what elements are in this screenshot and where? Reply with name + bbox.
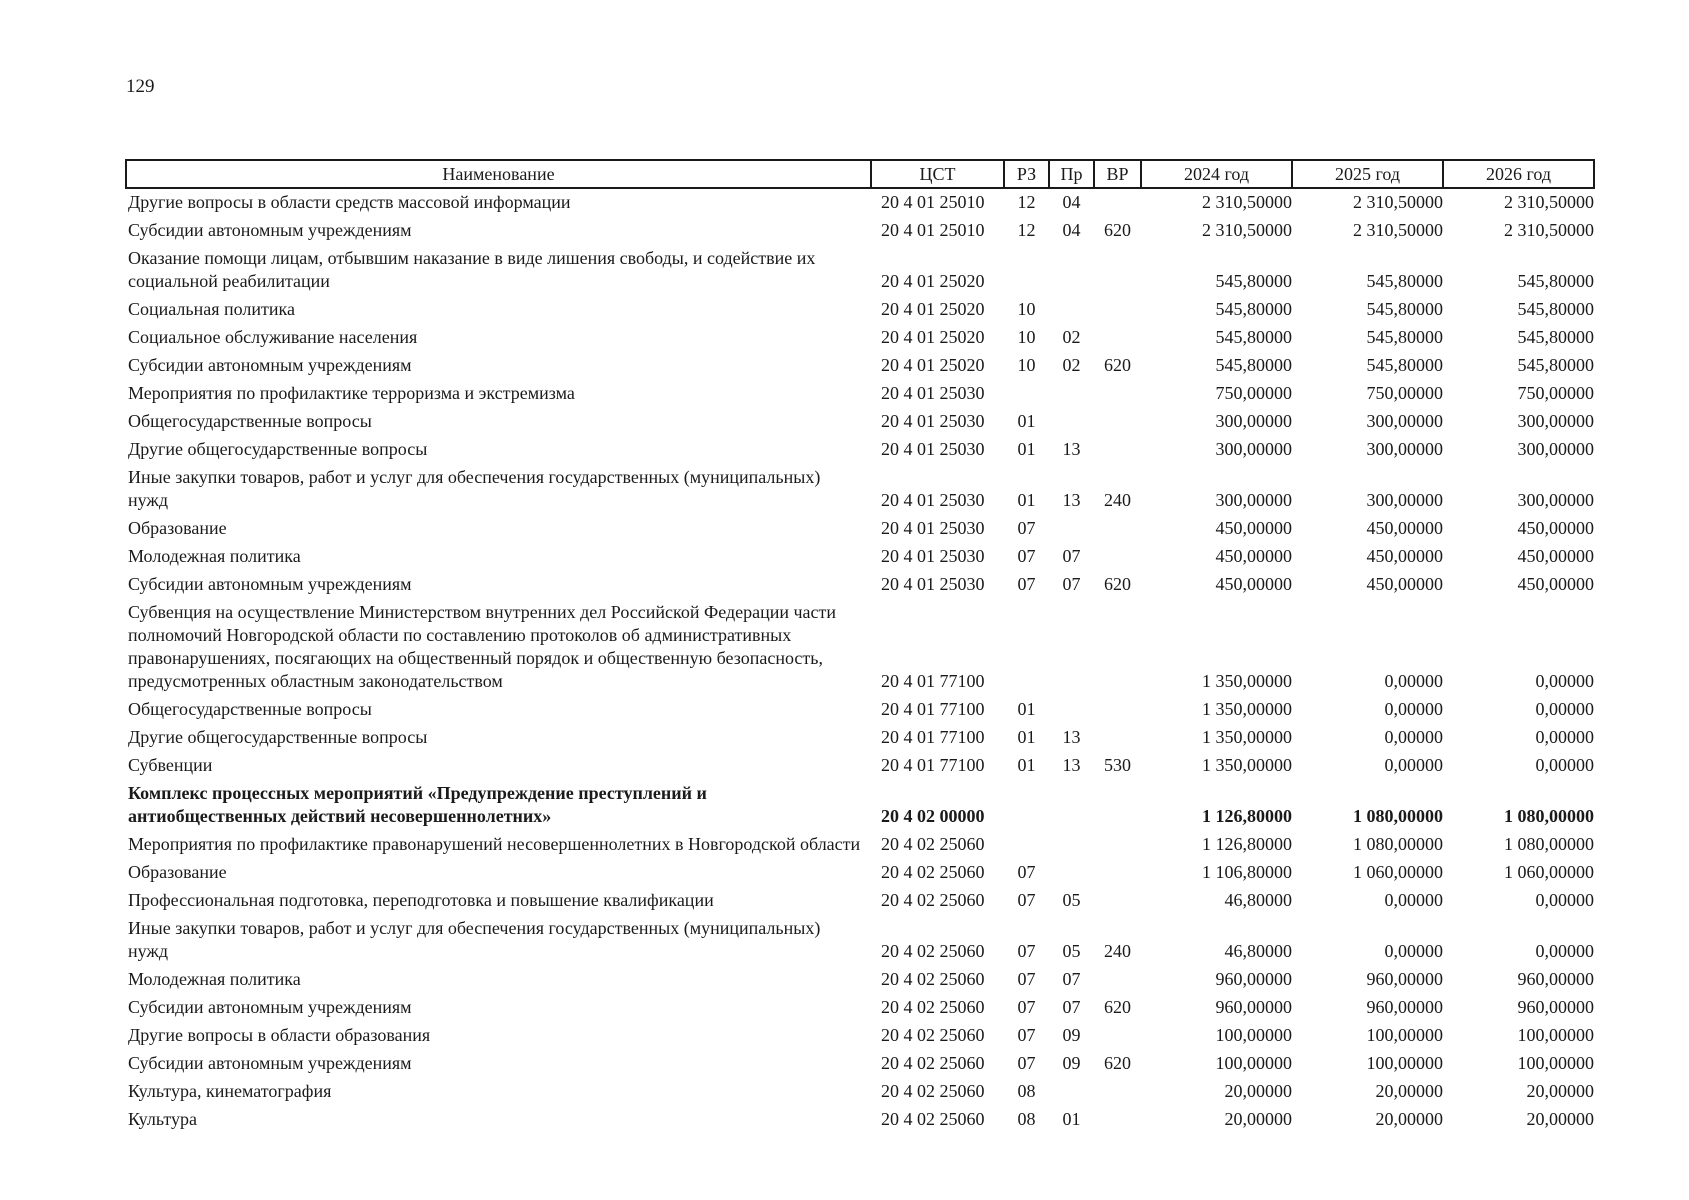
cell-2025: 750,00000 [1366, 383, 1443, 403]
cell-vr [1094, 436, 1141, 464]
cell-2024: 300,00000 [1215, 439, 1292, 459]
cell-name: Иные закупки товаров, работ и услуг для обеспечения государственных (муниципальных) нужд [128, 467, 821, 510]
cell-2026: 545,80000 [1517, 271, 1594, 291]
cell-2024: 100,00000 [1215, 1053, 1292, 1073]
cell-name: Культура [128, 1109, 197, 1129]
cell-cst: 20 4 01 25010 [881, 220, 985, 240]
cell-2025: 450,00000 [1366, 574, 1443, 594]
cell-rz [1004, 780, 1049, 831]
cell-vr [1094, 543, 1141, 571]
cell-2026: 100,00000 [1517, 1053, 1594, 1073]
cell-2026: 20,00000 [1526, 1109, 1594, 1129]
cell-2026: 300,00000 [1517, 439, 1594, 459]
cell-pr: 13 [1062, 439, 1081, 459]
cell-2025: 1 080,00000 [1353, 806, 1443, 826]
table-row [126, 994, 1594, 1022]
cell-name: Другие вопросы в области средств массовой информации [128, 192, 571, 212]
cell-2024: 545,80000 [1215, 355, 1292, 375]
cell-2024: 2 310,50000 [1202, 220, 1292, 240]
cell-rz: 07 [1017, 890, 1036, 910]
cell-2025: 0,00000 [1384, 755, 1443, 775]
cell-vr [1094, 831, 1141, 859]
table-row [126, 380, 1594, 408]
cell-2025: 2 310,50000 [1353, 192, 1443, 212]
cell-2024: 1 126,80000 [1202, 834, 1292, 854]
cell-2024: 300,00000 [1215, 490, 1292, 510]
cell-pr [1049, 515, 1094, 543]
cell-name: Образование [128, 518, 227, 538]
cell-2026: 2 310,50000 [1504, 220, 1594, 240]
cell-rz: 08 [1017, 1109, 1036, 1129]
cell-rz: 07 [1017, 941, 1036, 961]
cell-2025: 0,00000 [1384, 890, 1443, 910]
cell-vr: 620 [1104, 997, 1131, 1017]
table-row [126, 515, 1594, 543]
cell-2024: 20,00000 [1224, 1109, 1292, 1129]
cell-2025: 960,00000 [1366, 997, 1443, 1017]
cell-2025: 0,00000 [1384, 941, 1443, 961]
table-row [126, 324, 1594, 352]
cell-rz: 01 [1017, 755, 1036, 775]
cell-2024: 100,00000 [1215, 1025, 1292, 1045]
table-row [126, 599, 1594, 696]
cell-pr: 02 [1062, 327, 1081, 347]
cell-vr: 530 [1104, 755, 1131, 775]
cell-2024: 450,00000 [1215, 574, 1292, 594]
cell-2026: 0,00000 [1535, 671, 1594, 691]
cell-pr: 09 [1062, 1053, 1081, 1073]
cell-name: Мероприятия по профилактике правонарушений несовершеннолетних в Новгородской области [128, 834, 861, 854]
cell-pr: 05 [1062, 941, 1081, 961]
cell-2026: 750,00000 [1517, 383, 1594, 403]
cell-cst: 20 4 01 25020 [881, 355, 985, 375]
table-row [126, 887, 1594, 915]
page-number: 129 [126, 76, 155, 97]
cell-vr [1094, 296, 1141, 324]
cell-rz: 08 [1017, 1081, 1036, 1101]
cell-2025: 1 060,00000 [1353, 862, 1443, 882]
cell-rz: 07 [1017, 546, 1036, 566]
cell-2024: 300,00000 [1215, 411, 1292, 431]
cell-rz: 10 [1017, 355, 1036, 375]
cell-cst: 20 4 02 25060 [881, 1053, 985, 1073]
cell-name: Комплекс процессных мероприятий «Предупреждение преступлений и антиобщественных действий несовершеннолетних» [128, 783, 707, 826]
table-row [126, 245, 1594, 296]
header-name: Наименование [126, 160, 871, 188]
cell-rz: 01 [1017, 490, 1036, 510]
cell-cst: 20 4 02 25060 [881, 997, 985, 1017]
cell-2025: 100,00000 [1366, 1025, 1443, 1045]
cell-cst: 20 4 01 77100 [881, 699, 985, 719]
cell-vr [1094, 408, 1141, 436]
table-row [126, 696, 1594, 724]
cell-rz: 07 [1017, 574, 1036, 594]
cell-2026: 300,00000 [1517, 411, 1594, 431]
cell-2025: 545,80000 [1366, 271, 1443, 291]
cell-2024: 1 126,80000 [1202, 806, 1292, 826]
cell-2026: 1 080,00000 [1504, 806, 1594, 826]
cell-2024: 960,00000 [1215, 997, 1292, 1017]
cell-2026: 0,00000 [1535, 890, 1594, 910]
cell-cst: 20 4 02 25060 [881, 941, 985, 961]
cell-name: Другие общегосударственные вопросы [128, 439, 428, 459]
cell-name: Образование [128, 862, 227, 882]
cell-vr: 620 [1104, 1053, 1131, 1073]
cell-2026: 1 080,00000 [1504, 834, 1594, 854]
table-row [126, 464, 1594, 515]
cell-vr [1094, 1022, 1141, 1050]
cell-vr: 240 [1104, 941, 1131, 961]
cell-name: Оказание помощи лицам, отбывшим наказание в виде лишения свободы, и содействие их социальной реабилитации [128, 248, 816, 291]
cell-cst: 20 4 01 25030 [881, 439, 985, 459]
table-body [126, 188, 1594, 1134]
cell-vr [1094, 1078, 1141, 1106]
cell-vr [1094, 1106, 1141, 1134]
cell-2024: 46,80000 [1224, 890, 1292, 910]
cell-rz [1004, 831, 1049, 859]
cell-rz [1004, 380, 1049, 408]
table-row [126, 352, 1594, 380]
cell-vr [1094, 515, 1141, 543]
header-pr: Пр [1049, 160, 1094, 188]
cell-vr [1094, 599, 1141, 696]
cell-pr: 01 [1062, 1109, 1081, 1129]
cell-2026: 450,00000 [1517, 518, 1594, 538]
cell-2026: 2 310,50000 [1504, 192, 1594, 212]
cell-pr: 07 [1062, 969, 1081, 989]
cell-pr [1049, 408, 1094, 436]
cell-2025: 960,00000 [1366, 969, 1443, 989]
cell-2024: 2 310,50000 [1202, 192, 1292, 212]
cell-name: Субсидии автономным учреждениям [128, 220, 412, 240]
cell-2026: 100,00000 [1517, 1025, 1594, 1045]
table-row [126, 780, 1594, 831]
cell-pr [1049, 780, 1094, 831]
cell-name: Субсидии автономным учреждениям [128, 1053, 412, 1073]
cell-2025: 20,00000 [1375, 1081, 1443, 1101]
cell-name: Субсидии автономным учреждениям [128, 574, 412, 594]
cell-cst: 20 4 01 25020 [881, 327, 985, 347]
cell-cst: 20 4 01 25020 [881, 299, 985, 319]
table-row [126, 1022, 1594, 1050]
cell-name: Мероприятия по профилактике терроризма и экстремизма [128, 383, 575, 403]
cell-rz: 07 [1017, 518, 1036, 538]
cell-cst: 20 4 02 25060 [881, 862, 985, 882]
table-row [126, 188, 1594, 217]
cell-2024: 450,00000 [1215, 518, 1292, 538]
cell-rz: 10 [1017, 299, 1036, 319]
cell-2026: 0,00000 [1535, 755, 1594, 775]
cell-name: Иные закупки товаров, работ и услуг для обеспечения государственных (муниципальных) нужд [128, 918, 821, 961]
cell-vr [1094, 245, 1141, 296]
cell-2025: 450,00000 [1366, 518, 1443, 538]
cell-2026: 450,00000 [1517, 546, 1594, 566]
cell-2026: 545,80000 [1517, 355, 1594, 375]
cell-vr [1094, 966, 1141, 994]
cell-2024: 1 350,00000 [1202, 699, 1292, 719]
cell-vr [1094, 380, 1141, 408]
cell-rz: 07 [1017, 969, 1036, 989]
cell-name: Субсидии автономным учреждениям [128, 997, 412, 1017]
cell-vr: 620 [1104, 220, 1131, 240]
cell-2024: 545,80000 [1215, 327, 1292, 347]
cell-2024: 20,00000 [1224, 1081, 1292, 1101]
table-row [126, 859, 1594, 887]
cell-rz: 07 [1017, 997, 1036, 1017]
cell-name: Общегосударственные вопросы [128, 699, 372, 719]
cell-name: Субсидии автономным учреждениям [128, 355, 412, 375]
cell-rz: 12 [1017, 192, 1036, 212]
cell-2024: 46,80000 [1224, 941, 1292, 961]
cell-rz: 01 [1017, 727, 1036, 747]
cell-pr: 04 [1062, 220, 1081, 240]
table-row [126, 408, 1594, 436]
table-row [126, 1050, 1594, 1078]
header-cst: ЦСТ [871, 160, 1004, 188]
cell-pr: 07 [1062, 546, 1081, 566]
cell-2025: 545,80000 [1366, 355, 1443, 375]
cell-name: Субвенции [128, 755, 213, 775]
cell-2025: 0,00000 [1384, 671, 1443, 691]
cell-cst: 20 4 01 25030 [881, 411, 985, 431]
cell-name: Культура, кинематография [128, 1081, 332, 1101]
table-row [126, 296, 1594, 324]
table-header [126, 160, 1594, 188]
header-2024: 2024 год [1141, 160, 1292, 188]
cell-2025: 300,00000 [1366, 439, 1443, 459]
table-row [126, 831, 1594, 859]
table-row [126, 217, 1594, 245]
cell-2024: 450,00000 [1215, 546, 1292, 566]
cell-pr [1049, 245, 1094, 296]
cell-name: Другие вопросы в области образования [128, 1025, 431, 1045]
cell-cst: 20 4 02 25060 [881, 890, 985, 910]
cell-vr: 620 [1104, 355, 1131, 375]
cell-rz: 07 [1017, 862, 1036, 882]
cell-cst: 20 4 01 25030 [881, 383, 985, 403]
cell-pr: 02 [1062, 355, 1081, 375]
cell-pr [1049, 831, 1094, 859]
cell-vr [1094, 696, 1141, 724]
cell-pr: 13 [1062, 755, 1081, 775]
cell-cst: 20 4 02 00000 [881, 806, 985, 826]
header-row [126, 160, 1594, 188]
cell-name: Другие общегосударственные вопросы [128, 727, 428, 747]
table-row [126, 1078, 1594, 1106]
table-row [126, 966, 1594, 994]
cell-2025: 1 080,00000 [1353, 834, 1443, 854]
cell-cst: 20 4 01 77100 [881, 755, 985, 775]
cell-2026: 960,00000 [1517, 969, 1594, 989]
cell-rz: 12 [1017, 220, 1036, 240]
cell-2026: 960,00000 [1517, 997, 1594, 1017]
cell-name: Социальная политика [128, 299, 295, 319]
cell-vr [1094, 859, 1141, 887]
cell-2024: 545,80000 [1215, 271, 1292, 291]
cell-2024: 960,00000 [1215, 969, 1292, 989]
cell-pr: 05 [1062, 890, 1081, 910]
cell-2025: 300,00000 [1366, 411, 1443, 431]
cell-pr [1049, 859, 1094, 887]
cell-name: Молодежная политика [128, 546, 301, 566]
cell-2025: 545,80000 [1366, 327, 1443, 347]
cell-rz: 01 [1017, 411, 1036, 431]
cell-cst: 20 4 01 25030 [881, 490, 985, 510]
cell-pr: 13 [1062, 727, 1081, 747]
cell-rz: 10 [1017, 327, 1036, 347]
cell-pr: 04 [1062, 192, 1081, 212]
cell-2026: 0,00000 [1535, 699, 1594, 719]
cell-name: Профессиональная подготовка, переподготовка и повышение квалификации [128, 890, 714, 910]
cell-vr [1094, 887, 1141, 915]
cell-2024: 1 106,80000 [1202, 862, 1292, 882]
cell-pr [1049, 599, 1094, 696]
cell-2024: 1 350,00000 [1202, 727, 1292, 747]
cell-2024: 1 350,00000 [1202, 671, 1292, 691]
header-2025: 2025 год [1292, 160, 1443, 188]
cell-2024: 545,80000 [1215, 299, 1292, 319]
cell-vr [1094, 724, 1141, 752]
cell-vr: 620 [1104, 574, 1131, 594]
table-row [126, 724, 1594, 752]
table-row [126, 436, 1594, 464]
cell-rz: 01 [1017, 439, 1036, 459]
cell-cst: 20 4 01 77100 [881, 671, 985, 691]
cell-vr [1094, 324, 1141, 352]
cell-cst: 20 4 01 25010 [881, 192, 985, 212]
cell-vr [1094, 188, 1141, 217]
cell-2024: 1 350,00000 [1202, 755, 1292, 775]
cell-2025: 0,00000 [1384, 727, 1443, 747]
cell-2026: 0,00000 [1535, 941, 1594, 961]
cell-2026: 450,00000 [1517, 574, 1594, 594]
header-vr: ВР [1094, 160, 1141, 188]
cell-2024: 750,00000 [1215, 383, 1292, 403]
cell-cst: 20 4 02 25060 [881, 834, 985, 854]
cell-cst: 20 4 01 25030 [881, 518, 985, 538]
table-row [126, 543, 1594, 571]
cell-pr [1049, 1078, 1094, 1106]
table-row [126, 571, 1594, 599]
cell-vr [1094, 780, 1141, 831]
cell-2025: 2 310,50000 [1353, 220, 1443, 240]
table-row [126, 915, 1594, 966]
cell-cst: 20 4 01 25020 [881, 271, 985, 291]
cell-2026: 545,80000 [1517, 299, 1594, 319]
cell-2026: 1 060,00000 [1504, 862, 1594, 882]
cell-2026: 20,00000 [1526, 1081, 1594, 1101]
cell-pr [1049, 296, 1094, 324]
cell-pr: 09 [1062, 1025, 1081, 1045]
cell-2025: 20,00000 [1375, 1109, 1443, 1129]
cell-cst: 20 4 01 77100 [881, 727, 985, 747]
cell-cst: 20 4 02 25060 [881, 969, 985, 989]
cell-name: Общегосударственные вопросы [128, 411, 372, 431]
cell-name: Социальное обслуживание населения [128, 327, 418, 347]
table-row [126, 752, 1594, 780]
cell-rz: 07 [1017, 1025, 1036, 1045]
cell-cst: 20 4 01 25030 [881, 574, 985, 594]
cell-rz: 01 [1017, 699, 1036, 719]
header-2026: 2026 год [1443, 160, 1594, 188]
cell-pr: 13 [1062, 490, 1081, 510]
cell-cst: 20 4 01 25030 [881, 546, 985, 566]
cell-vr: 240 [1104, 490, 1131, 510]
cell-pr: 07 [1062, 997, 1081, 1017]
cell-rz: 07 [1017, 1053, 1036, 1073]
cell-rz [1004, 245, 1049, 296]
cell-name: Молодежная политика [128, 969, 301, 989]
table-row [126, 1106, 1594, 1134]
cell-rz [1004, 599, 1049, 696]
cell-2025: 300,00000 [1366, 490, 1443, 510]
cell-cst: 20 4 02 25060 [881, 1081, 985, 1101]
cell-2025: 100,00000 [1366, 1053, 1443, 1073]
budget-table [125, 159, 1595, 1134]
cell-pr [1049, 696, 1094, 724]
cell-cst: 20 4 02 25060 [881, 1109, 985, 1129]
cell-pr [1049, 380, 1094, 408]
cell-2026: 0,00000 [1535, 727, 1594, 747]
cell-2026: 545,80000 [1517, 327, 1594, 347]
cell-2025: 545,80000 [1366, 299, 1443, 319]
cell-2025: 0,00000 [1384, 699, 1443, 719]
cell-cst: 20 4 02 25060 [881, 1025, 985, 1045]
cell-pr: 07 [1062, 574, 1081, 594]
cell-2026: 300,00000 [1517, 490, 1594, 510]
cell-name: Субвенция на осуществление Министерством внутренних дел Российской Федерации части полномочий Новгородской области по составлению протоколов об административных правонарушениях, посягающих на общественный порядок и общественную безопасность, предусмотренных областным законодательством [128, 602, 837, 691]
cell-2025: 450,00000 [1366, 546, 1443, 566]
header-rz: РЗ [1004, 160, 1049, 188]
